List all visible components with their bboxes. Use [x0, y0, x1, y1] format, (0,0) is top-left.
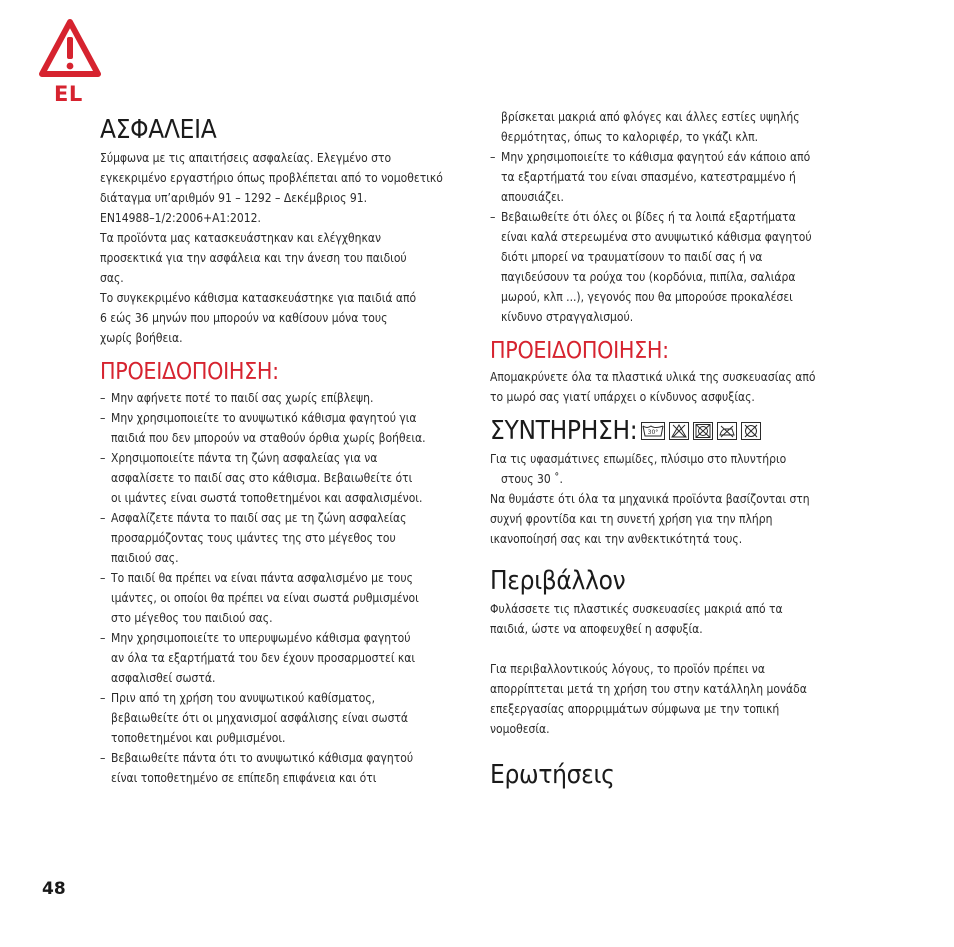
text-line: σας. [100, 271, 124, 285]
text-line: – Ασφαλίζετε πάντα το παιδί σας με τη ζώνη ασφαλείας [111, 511, 407, 525]
text-line: νομοθεσία. [490, 722, 550, 736]
text-line: το μωρό σας γιατί υπάρχει ο κίνδυνος ασφυξίας. [490, 390, 755, 404]
left-column [100, 112, 470, 788]
warning2-heading: ΠΡΟΕΙΔΟΠΟΙΗΣΗ: [490, 338, 669, 364]
text-line: μωρού, κλπ ...), γεγονός που θα μπορούσε προκαλέσει [501, 290, 793, 304]
right-column [490, 107, 850, 793]
page-number: 48 [42, 879, 66, 899]
text-line: ιμάντες, οι οποίοι θα πρέπει να είναι σωστά ρυθμισμένοι [111, 591, 419, 605]
list-item [100, 748, 470, 788]
text-line: – Μην αφήνετε ποτέ το παιδί σας χωρίς επίβλεψη. [111, 391, 374, 405]
text-line: Απομακρύνετε όλα τα πλαστικά υλικά της συσκευασίας από [490, 370, 816, 384]
text-line: επεξεργασίας απορριμμάτων σύμφωνα με την τοπική [490, 702, 780, 716]
list-item [100, 568, 470, 628]
care-symbols [641, 422, 761, 440]
continued-text [490, 107, 850, 147]
text-line: παιδιού σας. [111, 551, 179, 565]
text-line: ασφαλισθεί σωστά. [111, 671, 216, 685]
wash-temp-label: 30° [648, 429, 659, 436]
text-line: παιδιά, ώστε να αποφευχθεί η ασφυξία. [490, 622, 703, 636]
list-item [100, 408, 470, 448]
maintenance-heading-row [490, 413, 850, 449]
text-line: ασφαλίσετε το παιδί σας στο κάθισμα. Βεβαιωθείτε ότι [111, 471, 413, 485]
list-item [100, 388, 470, 408]
text-line: διάταγμα υπ’αριθμόν 91 – 1292 – Δεκέμβριος 91. [100, 191, 368, 205]
language-code: EL [54, 82, 83, 106]
text-line: βρίσκεται μακριά από φλόγες και άλλες εστίες υψηλής [501, 110, 800, 124]
text-line: Σύμφωνα με τις απαιτήσεις ασφαλείας. Ελεγμένο στο [100, 151, 392, 165]
text-line: απουσιάζει. [501, 190, 564, 204]
text-line: τα εξαρτήματά του είναι σπασμένο, κατεστραμμένο ή [501, 170, 796, 184]
text-line: στο μέγεθος του παιδιού σας. [111, 611, 273, 625]
text-line: – Βεβαιωθείτε πάντα ότι το ανυψωτικό κάθισμα φαγητού [111, 751, 414, 765]
warning-heading: ΠΡΟΕΙΔΟΠΟΙΗΣΗ: [100, 359, 279, 385]
text-line: Να θυμάστε ότι όλα τα μηχανικά προϊόντα βασίζονται στη [490, 492, 810, 506]
list-item [490, 207, 850, 327]
blank-line [490, 639, 850, 659]
questions-heading: Ερωτήσεις [490, 760, 615, 790]
text-line: οι ιμάντες είναι σωστά τοποθετημένοι και ασφαλισμένοι. [111, 491, 423, 505]
text-line: παιδιά που δεν μπορούν να σταθούν όρθια χωρίς βοήθεια. [111, 431, 426, 445]
text-line: διότι μπορεί να τραυματίσουν το παιδί σας ή να [501, 250, 763, 264]
text-line: είναι καλά στερεωμένα στο ανυψωτικό κάθισμα φαγητού [501, 230, 812, 244]
text-line: στους 30 ˚. [501, 472, 563, 486]
text-line: αν όλα τα εξαρτήματά του δεν έχουν προσαρμοστεί και [111, 651, 416, 665]
no-bleach-icon [669, 422, 689, 440]
text-line: – Πριν από τη χρήση του ανυψωτικού καθίσματος, [111, 691, 376, 705]
text-line: προσαρμόζοντας τους ιμάντες της στο μέγεθος του [111, 531, 396, 545]
text-line: – Βεβαιωθείτε ότι όλες οι βίδες ή τα λοιπά εξαρτήματα [501, 210, 796, 224]
no-iron-icon [717, 422, 737, 440]
text-line: – Μην χρησιμοποιείτε το κάθισμα φαγητού εάν κάποιο από [501, 150, 811, 164]
text-line: τοποθετημένοι και ρυθμισμένοι. [111, 731, 286, 745]
text-line: βεβαιωθείτε ότι οι μηχανισμοί ασφάλισης είναι σωστά [111, 711, 409, 725]
environment-heading: Περιβάλλον [490, 566, 626, 596]
text-line: απορρίπτεται μετά τη χρήση του στην κατάλληλη μονάδα [490, 682, 807, 696]
text-line: παγιδεύσουν τα ρούχα του (κορδόνια, πιπίλα, σαλιάρα [501, 270, 796, 284]
text-line: – Μην χρησιμοποιείτε το υπερυψωμένο κάθισμα φαγητού [111, 631, 411, 645]
list-item [100, 688, 470, 748]
environment-text [490, 599, 850, 739]
list-item [100, 628, 470, 688]
text-line: Για τις υφασμάτινες επωμίδες, πλύσιμο στο πλυντήριο [490, 452, 787, 466]
warning-list-continued [490, 147, 850, 327]
warning2-text [490, 367, 850, 407]
list-item [100, 508, 470, 568]
warning-list [100, 388, 470, 788]
text-line: Το συγκεκριμένο κάθισμα κατασκευάστηκε για παιδιά από [100, 291, 417, 305]
no-tumble-dry-icon [693, 422, 713, 440]
list-item [100, 448, 470, 508]
text-line: – Μην χρησιμοποιείτε το ανυψωτικό κάθισμα φαγητού για [111, 411, 417, 425]
text-line: εγκεκριμένο εργαστήριο όπως προβλέπεται από το νομοθετικό [100, 171, 443, 185]
text-line: Φυλάσσετε τις πλαστικές συσκευασίες μακριά από τα [490, 602, 783, 616]
text-line: χωρίς βοήθεια. [100, 331, 183, 345]
text-line: κίνδυνο στραγγαλισμού. [501, 310, 634, 324]
text-line: προσεκτικά για την ασφάλεια και την άνεση του παιδιού [100, 251, 407, 265]
maintenance-heading: ΣΥΝΤΗΡΗΣΗ: [490, 416, 638, 446]
text-line: είναι τοποθετημένο σε επίπεδη επιφάνεια και ότι [111, 771, 377, 785]
text-line: Τα προϊόντα μας κατασκευάστηκαν και ελέγχθηκαν [100, 231, 382, 245]
text-line: θερμότητας, όπως το καλοριφέρ, το γκάζι κλπ. [501, 130, 759, 144]
safety-text [100, 148, 470, 348]
no-dry-clean-icon [741, 422, 761, 440]
text-line: EN14988–1/2:2006+A1:2012. [100, 211, 261, 225]
text-line: ικανοποίησή σας και την ανθεκτικότητά τους. [490, 532, 743, 546]
maintenance-text [490, 449, 850, 549]
text-line: Για περιβαλλοντικούς λόγους, το προϊόν πρέπει να [490, 662, 765, 676]
wash-30-icon [641, 422, 665, 440]
text-line: 6 εώς 36 μηνών που μπορούν να καθίσουν μόνα τους [100, 311, 388, 325]
text-line: – Χρησιμοποιείτε πάντα τη ζώνη ασφαλείας για να [111, 451, 378, 465]
text-line: – Το παιδί θα πρέπει να είναι πάντα ασφαλισμένο με τους [111, 571, 413, 585]
warning-triangle-icon [38, 18, 102, 80]
text-line: συχνή φροντίδα και τη συνετή χρήση για την πλήρη [490, 512, 773, 526]
list-item [490, 147, 850, 207]
safety-heading: ΑΣΦΑΛΕΙΑ [100, 115, 217, 145]
